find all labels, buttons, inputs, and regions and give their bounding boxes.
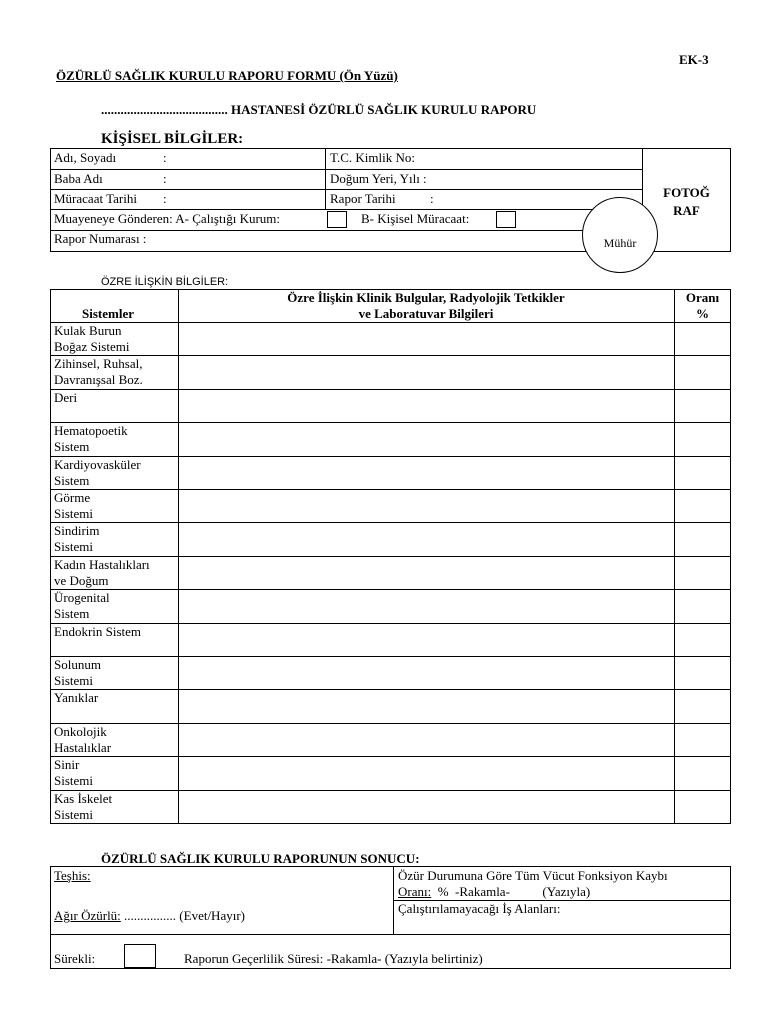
system-label [54, 523, 178, 555]
system-label-line-1: Kardiyovasküler [54, 456, 141, 472]
permanent-checkbox[interactable] [124, 944, 156, 968]
disability-section-title: ÖZRE İLİŞKİN BİLGİLER: [101, 276, 229, 288]
father-name-label: Baba Adı [54, 171, 103, 186]
rate-cell[interactable] [676, 625, 729, 654]
name-colon: : [163, 150, 167, 165]
photo-area [642, 184, 731, 220]
system-label-line-1: Hematopoetik [54, 423, 128, 439]
rate-cell[interactable] [676, 391, 729, 420]
system-label [54, 624, 178, 640]
findings-cell[interactable] [180, 558, 672, 587]
findings-cell[interactable] [180, 424, 672, 453]
function-loss-rate-label: Oranı: [398, 884, 432, 899]
findings-cell[interactable] [180, 758, 672, 787]
system-label-line-1: Onkolojik [54, 723, 107, 739]
hospital-title: ....................................... HASTANESİ ÖZÜRLÜ SAĞLIK KURULU RAPORU [101, 102, 537, 117]
system-label [54, 323, 178, 355]
findings-cell[interactable] [180, 524, 672, 553]
findings-cell[interactable] [180, 391, 672, 420]
system-label-line-1: Sindirim [54, 523, 100, 539]
institution-checkbox[interactable] [327, 211, 347, 228]
form-title: ÖZÜRLÜ SAĞLIK KURULU RAPORU FORMU (Ön Yüzü) [56, 68, 398, 83]
header-rate-line-2: % [696, 306, 709, 321]
system-label-line-2: Sistemi [54, 806, 94, 822]
system-label-line-2: Sistemi [54, 539, 94, 555]
result-section-title: ÖZÜRLÜ SAĞLIK KURULU RAPORUNUN SONUCU: [101, 851, 420, 866]
photo-label-line-2: RAF [673, 203, 700, 218]
system-label-line-1: Zihinsel, Ruhsal, [54, 356, 143, 372]
report-number-field[interactable] [168, 231, 568, 249]
rate-cell[interactable] [676, 558, 729, 587]
name-label: Adı, Soyadı [54, 150, 117, 165]
header-rate-line-1: Oranı [685, 290, 720, 305]
father-name-field[interactable] [180, 171, 320, 188]
findings-cell[interactable] [180, 324, 672, 353]
system-label-line-2: Davranışsal Boz. [54, 372, 143, 388]
system-label-line-1: Kas İskelet [54, 790, 113, 806]
system-label [54, 557, 178, 589]
system-label-line-2: Sistemi [54, 773, 94, 789]
rate-cell[interactable] [676, 424, 729, 453]
function-loss-rate-format: % -Rakamla- (Yazıyla) [431, 884, 591, 899]
application-date-colon: : [163, 191, 167, 206]
report-date-label: Rapor Tarihi [330, 191, 396, 206]
system-label [54, 390, 178, 406]
tc-id-label: T.C. Kimlik No: [330, 150, 415, 165]
findings-cell[interactable] [180, 725, 672, 754]
system-label [54, 657, 178, 689]
rate-cell[interactable] [676, 591, 729, 620]
system-label-line-1: Görme [54, 490, 91, 505]
personal-application-label: B- Kişisel Müracaat: [361, 211, 470, 226]
system-label-line-1: Ürogenital [54, 590, 110, 606]
header-findings-line-2: ve Laboratuvar Bilgileri [358, 306, 494, 321]
personal-section-title: KİŞİSEL BİLGİLER: [101, 131, 244, 147]
system-label-line-1: Endokrin Sistem [54, 623, 142, 639]
diagnosis-label: Teşhis: [54, 868, 91, 883]
system-label [54, 791, 178, 823]
findings-cell[interactable] [180, 792, 672, 821]
severe-disability-field[interactable]: ................ (Evet/Hayır) [120, 908, 245, 923]
rate-cell[interactable] [676, 691, 729, 720]
system-label-line-1: Deri [54, 389, 78, 405]
system-label-line-1: Kadın Hastalıkları [54, 556, 150, 572]
seal-circle [582, 197, 658, 273]
tc-id-field[interactable] [435, 150, 635, 168]
header-systems: Sistemler [82, 306, 134, 321]
findings-cell[interactable] [180, 458, 672, 487]
system-label-line-1: Sinir [54, 757, 80, 773]
findings-cell[interactable] [180, 491, 672, 520]
rate-cell[interactable] [676, 458, 729, 487]
system-label-line-1: Yanıklar [54, 690, 99, 706]
system-label [54, 724, 178, 756]
report-number-label: Rapor Numarası : [54, 231, 147, 246]
severe-disability-label: Ağır Özürlü: [54, 908, 121, 923]
system-label-line-2: ve Doğum [54, 572, 109, 588]
function-loss-label: Özür Durumuna Göre Tüm Vücut Fonksiyon Kaybı [398, 868, 668, 883]
severe-disability [54, 908, 245, 924]
system-label-line-2: Hastalıklar [54, 739, 112, 755]
system-label-line-2: Sistemi [54, 673, 94, 688]
referrer-label: Muayeneye Gönderen: A- Çalıştığı Kurum: [54, 211, 281, 226]
findings-cell[interactable] [180, 591, 672, 620]
father-name-colon: : [163, 171, 167, 186]
report-date-field[interactable] [440, 191, 580, 208]
rate-cell[interactable] [676, 357, 729, 386]
header-findings [178, 290, 674, 322]
findings-cell[interactable] [180, 625, 672, 654]
permanent-label: Sürekli: [54, 951, 96, 966]
birth-place-year-field[interactable] [450, 171, 635, 188]
system-label [54, 757, 178, 789]
rate-cell[interactable] [676, 324, 729, 353]
system-label-line-1: Kulak Burun [54, 323, 122, 338]
restricted-work-areas-label: Çalıştırılamayacağı İş Alanları: [398, 901, 561, 916]
system-label-line-2: Sistem [54, 439, 90, 455]
system-label [54, 490, 178, 522]
system-label-line-2: Sistem [54, 606, 90, 622]
system-label [54, 690, 178, 706]
function-loss-rate [398, 884, 590, 900]
findings-cell[interactable] [180, 658, 672, 687]
rate-cell[interactable] [676, 491, 729, 520]
system-label [54, 423, 178, 455]
photo-label-line-1: FOTOĞ [663, 185, 710, 200]
findings-cell[interactable] [180, 691, 672, 720]
rate-cell[interactable] [676, 524, 729, 553]
system-label [54, 590, 178, 622]
rate-cell[interactable] [676, 758, 729, 787]
application-date-label: Müracaat Tarihi [54, 191, 137, 206]
findings-cell[interactable] [180, 357, 672, 386]
report-date-colon: : [430, 191, 434, 206]
seal-label: Mühür [603, 236, 637, 250]
header-findings-line-1: Özre İlişkin Klinik Bulgular, Radyolojik Tetkikler [287, 290, 565, 305]
header-rate [674, 290, 731, 322]
system-label-line-2: Boğaz Sistemi [54, 339, 130, 354]
rate-cell[interactable] [676, 792, 729, 821]
validity-period-label: Raporun Geçerlilik Süresi: -Rakamla- (Yazıyla belirtiniz) [184, 951, 483, 966]
system-label [54, 457, 178, 489]
rate-cell[interactable] [676, 658, 729, 687]
system-label-line-2: Sistemi [54, 506, 94, 521]
system-label [54, 356, 178, 388]
personal-application-checkbox[interactable] [496, 211, 516, 228]
application-date-field[interactable] [180, 191, 320, 208]
system-label-line-1: Solunum [54, 657, 101, 672]
birth-place-year-label: Doğum Yeri, Yılı : [330, 171, 427, 186]
rate-cell[interactable] [676, 725, 729, 754]
system-label-line-2: Sistem [54, 472, 90, 488]
name-field[interactable] [180, 150, 320, 168]
annex-label: EK-3 [679, 52, 709, 67]
